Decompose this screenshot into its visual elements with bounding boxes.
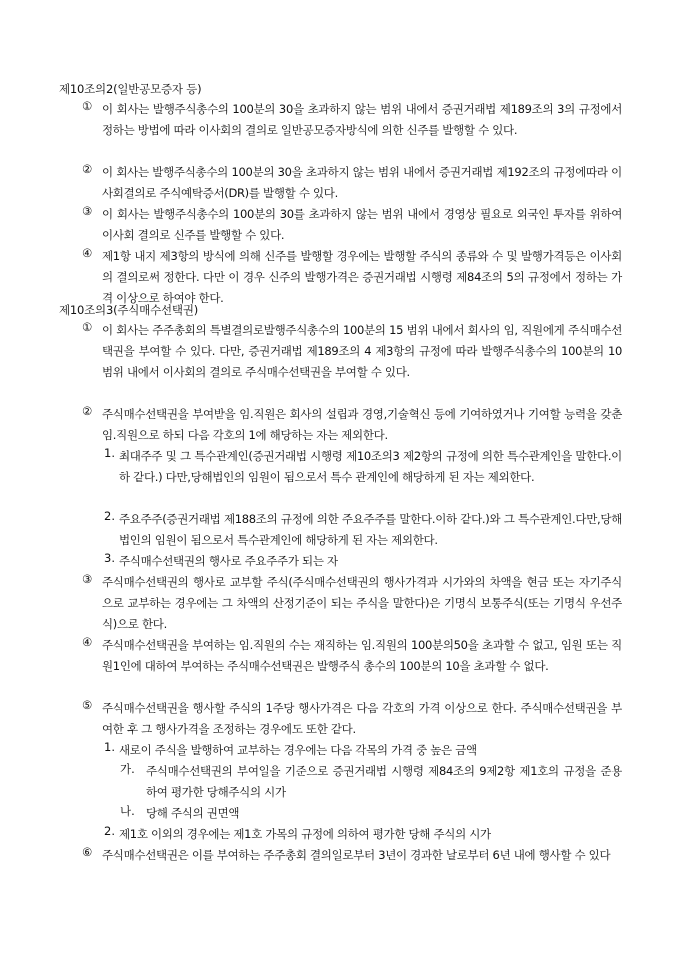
- sub-marker: 나.: [120, 804, 135, 818]
- item-marker: ③: [82, 204, 93, 218]
- item-marker: ①: [82, 99, 93, 113]
- article-10-3-item-1: [82, 320, 622, 383]
- sub-marker: 2.: [104, 824, 115, 838]
- sub-text: 최대주주 및 그 특수관계인(증권거래법 시행령 제10조의3 제2항의 규정에 의한 특수관계인을 말한다.이하 같다.) 다만,당해법인의 임원이 됨으로서 특수 관계인에 해당하게 된 자는 제외한다.: [119, 449, 622, 484]
- article-10-2-item-3: [82, 204, 622, 246]
- item-text: 이 회사는 발행주식총수의 100분의 30를 초과하지 않는 범위 내에서 경영상 필요로 외국인 투자를 위하여 이사회 결의로 신주를 발행할 수 있다.: [102, 207, 622, 242]
- item-text: 이 회사는 발행주식총수의 100분의 30을 초과하지 않는 범위 내에서 증권거래법 제192조의 규정에따라 이사회결의로 주식예탁증서(DR)를 발행할 수 있다.: [102, 165, 622, 200]
- article-10-3-item-4: [82, 635, 622, 677]
- article-10-3-heading: 제10조의3(주식매수선택권): [59, 303, 199, 317]
- item-text: 제1항 내지 제3항의 방식에 의해 신주를 발행할 경우에는 발행할 주식의 종류와 수 및 발행가격등은 이사회의 결의로써 정한다. 다만 이 경우 신주의 발행가격은 증권거래법 시행령 제84조의 5의 규정에서 정하는 가격 이상으로 하여야 한다.: [102, 249, 622, 305]
- article-10-3-item-5-sub-1-ga: [120, 761, 622, 803]
- item-text: 주식매수선택권의 행사로 교부할 주식(주식매수선택권의 행사가격과 시가와의 차액을 현금 또는 자기주식으로 교부하는 경우에는 그 차액의 산정기준이 되는 주식을 말한다)은 기명식 보통주식(또는 기명식 우선주식)으로 한다.: [102, 575, 622, 631]
- item-text: 주식매수선택권을 부여하는 임.직원의 수는 재직하는 임.직원의 100분의50을 초과할 수 없고, 임원 또는 직원1인에 대하여 부여하는 주식매수선택권은 발행주식 총수의 100분의 10을 초과할 수 없다.: [102, 638, 622, 673]
- article-10-3-item-2: [82, 404, 622, 446]
- article-10-3-item-5-sub-1: [104, 740, 622, 761]
- article-10-2-item-2: [82, 162, 622, 204]
- item-marker: ⑤: [82, 698, 93, 712]
- sub-text: 제1호 이외의 경우에는 제1호 가목의 규정에 의하여 평가한 당해 주식의 시가: [119, 827, 491, 841]
- item-text: 이 회사는 발행주식총수의 100분의 30을 초과하지 않는 범위 내에서 증권거래법 제189조의 3의 규정에서 정하는 방법에 따라 이사회의 결의로 일반공모증자방식에 의한 신주를 발행할 수 있다.: [102, 102, 622, 137]
- article-10-2-heading: 제10조의2(일반공모증자 등): [59, 82, 202, 96]
- item-marker: ④: [82, 635, 93, 649]
- article-10-3-item-3: [82, 572, 622, 635]
- article-10-2-item-4: [82, 246, 622, 309]
- sub-text: 새로이 주식을 발행하여 교부하는 경우에는 다음 각목의 가격 중 높은 금액: [119, 743, 477, 757]
- article-10-3-item-2-sub-1: [104, 446, 622, 488]
- item-marker: ④: [82, 246, 93, 260]
- article-10-3-item-2-sub-2: [104, 509, 622, 551]
- sub-marker: 1.: [104, 446, 115, 460]
- item-marker: ②: [82, 162, 93, 176]
- sub-text: 당해 주식의 권면액: [146, 806, 240, 820]
- article-10-3-item-5-sub-1-na: [120, 803, 622, 824]
- article-10-3-item-5-sub-2: [104, 824, 622, 845]
- article-10-2-item-1: [82, 99, 622, 141]
- sub-marker: 가.: [120, 762, 135, 776]
- article-10-3-item-6: [82, 845, 622, 866]
- item-marker: ⑥: [82, 845, 93, 859]
- item-marker: ②: [82, 404, 93, 418]
- article-10-3-item-2-sub-3: [104, 551, 622, 572]
- sub-marker: 2.: [104, 509, 115, 523]
- item-marker: ③: [82, 572, 93, 586]
- item-text: 주식매수선택권을 행사할 주식의 1주당 행사가격은 다음 각호의 가격 이상으로 한다. 주식매수선택권을 부여한 후 그 행사가격을 조정하는 경우에도 또한 같다.: [102, 701, 622, 736]
- item-marker: ①: [82, 320, 93, 334]
- sub-text: 주요주주(증권거래법 제188조의 규정에 의한 주요주주를 말한다.이하 같다.)와 그 특수관계인.다만,당해법인의 임원이 됨으로서 특수관계인에 해당하게 된 자는 제외한다.: [119, 512, 622, 547]
- item-text: 이 회사는 주주총회의 특별결의로발행주식총수의 100분의 15 범위 내에서 회사의 임, 직원에게 주식매수선택권을 부여할 수 있다. 다만, 증권거래법 제189조의 4 제3항의 규정에 따라 발행주식총수의 100분의 10 범위 내에서 이사회의 결의로 주식매수선택권을 부여할 수 있다.: [102, 323, 622, 379]
- sub-text: 주식매수선택권의 부여일을 기준으로 증권거래법 시행령 제84조의 9제2항 제1호의 규정을 준용하여 평가한 당해주식의 시가: [146, 764, 622, 799]
- sub-text: 주식매수선택권의 행사로 주요주주가 되는 자: [119, 554, 338, 568]
- article-10-3-item-5: [82, 698, 622, 740]
- sub-marker: 1.: [104, 740, 115, 754]
- item-text: 주식매수선택권은 이를 부여하는 주주총회 결의일로부터 3년이 경과한 날로부터 6년 내에 행사할 수 있다: [102, 848, 611, 862]
- sub-marker: 3.: [104, 551, 115, 565]
- item-text: 주식매수선택권을 부여받을 임.직원은 회사의 설립과 경영,기술혁신 등에 기여하였거나 기여할 능력을 갖춘 임.직원으로 하되 다음 각호의 1에 해당하는 자는 제외한다.: [102, 407, 622, 442]
